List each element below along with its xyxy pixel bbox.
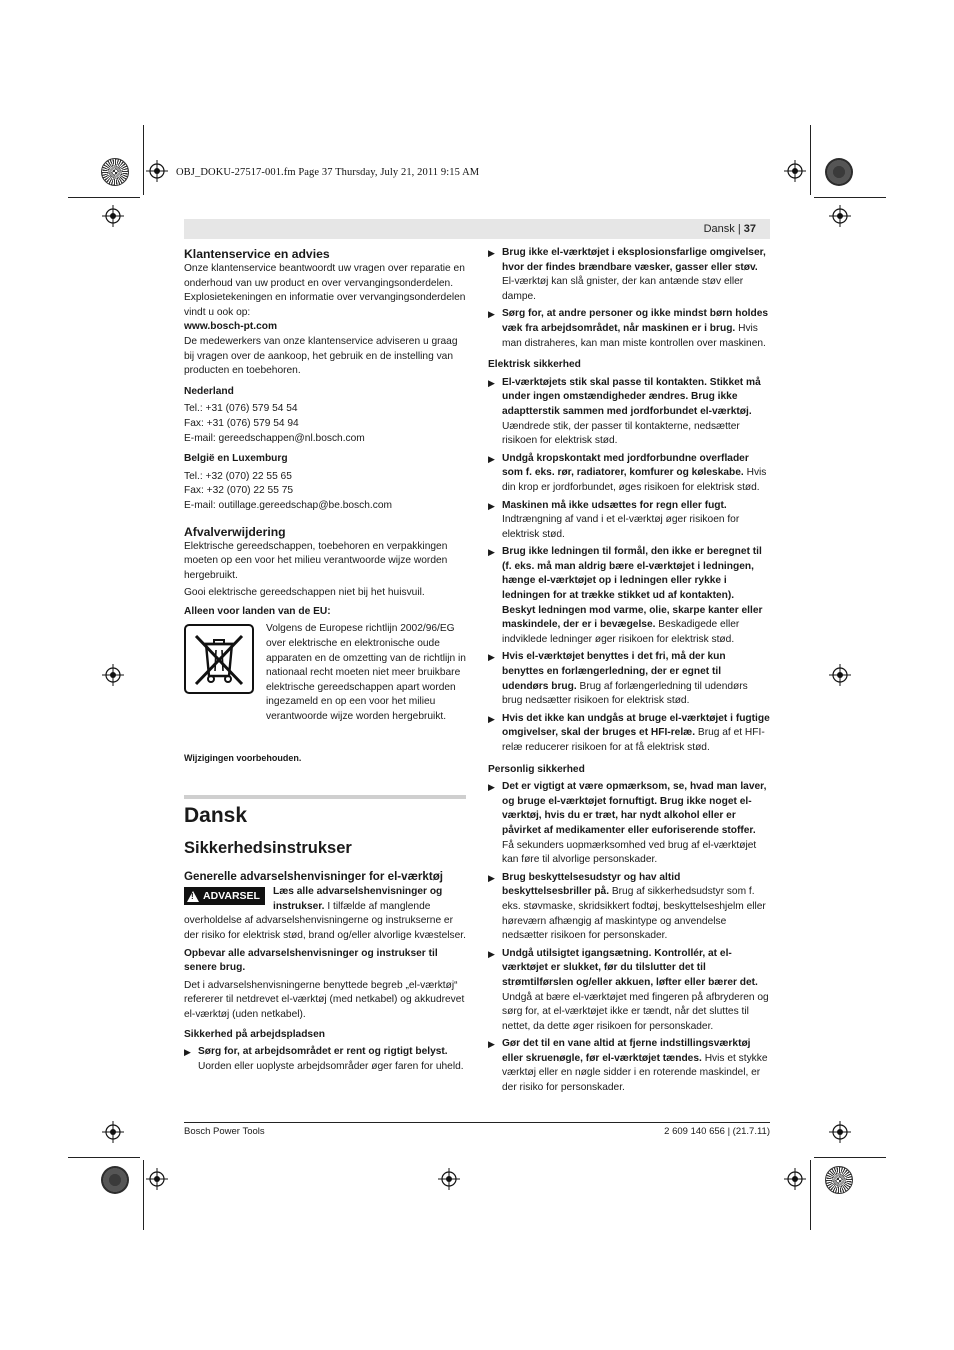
country-heading: België en Luxemburg xyxy=(184,453,288,465)
triangle-right-icon: ▶ xyxy=(488,782,495,793)
footer-doc-number: 2 609 140 656 | (21.7.11) xyxy=(664,1126,770,1137)
color-calibration-disk xyxy=(101,1166,129,1194)
bullet-text: Beskadigede eller indviklede ledninger øger risikoen for elektrisk stød. xyxy=(502,619,740,645)
registration-mark-icon xyxy=(102,205,124,227)
language-heading: Dansk xyxy=(184,804,248,828)
bullet-text: Brug af sikkerhedsudstyr som f. eks. støvmaske, skridsikkert fodtøj, beskyttelseshjelm eller høreværn afhængig af maskintype og anvendelse nedsætter risikoen for personskader. xyxy=(502,886,766,942)
triangle-right-icon: ▶ xyxy=(488,652,495,663)
bullet-item xyxy=(488,780,770,868)
fax-number: Fax: +32 (070) 22 55 75 xyxy=(184,485,294,497)
bullet-bold-text: Gør det til en vane altid at fjerne indstillingsværktøj eller skruenøgle, før el-værktøjet tændes. xyxy=(502,1038,751,1064)
section-heading: Klantenservice en advies xyxy=(184,247,330,261)
registration-mark-icon xyxy=(102,1121,124,1143)
bullet-text: Hvis man distraheres, kan man miste kontrollen over maskinen. xyxy=(502,322,766,349)
bullet-item xyxy=(488,1037,770,1095)
warning-badge-label: ADVARSEL xyxy=(203,890,260,903)
bullet-bold-text: Hvis det ikke kan undgås at bruge el-værktøjet i fugtige omgivelser, skal der bruges et HFI-relæ. xyxy=(502,712,770,739)
bullet-item xyxy=(488,307,770,351)
triangle-right-icon: ▶ xyxy=(488,248,495,258)
fax-number: Fax: +31 (076) 579 54 94 xyxy=(184,417,299,429)
bullet-text: Indtrængning af vand i et el-værktøj øger risikoen for elektrisk stød. xyxy=(502,514,740,540)
triangle-right-icon: ▶ xyxy=(488,948,495,959)
triangle-right-icon: ▶ xyxy=(488,309,495,320)
weee-block xyxy=(184,622,466,724)
bullet-item xyxy=(488,376,770,449)
section-rule xyxy=(184,795,466,799)
bullet-text: Uorden eller uoplyste arbejdsområder øger faren for uheld. xyxy=(198,1060,464,1072)
subsection-heading: Elektrisk sikkerhed xyxy=(488,359,581,371)
bullet-item xyxy=(488,499,770,543)
keep-instructions-note: Opbevar alle advarselshenvisninger og instrukser til senere brug. xyxy=(184,947,438,974)
email-address: E-mail: outillage.gereedschap@be.bosch.com xyxy=(184,499,392,511)
header-language: Dansk xyxy=(703,223,735,235)
bullet-bold-text: Undgå utilsigtet igangsætning. Kontrollér, at el-værktøjet er slukket, før du tilslutter det til strømtilførslen og/eller akkuen, løfter eller bærer det. xyxy=(502,947,758,988)
reserve-note: Wijzigingen voorbehouden. xyxy=(184,752,302,763)
chapter-heading: Sikkerhedsinstrukser xyxy=(184,839,352,858)
registration-mark-icon xyxy=(102,664,124,686)
paragraph: Det i advarselshenvisningerne benyttede begreb „el-værktøj“ refererer til netdrevet el-værktøj (med netkabel) og akkudrevet el-værktøj (uden netkabel). xyxy=(184,979,465,1020)
bullet-bold-text: Sørg for, at arbejdsområdet er rent og rigtigt belyst. xyxy=(198,1046,448,1058)
color-calibration-disk xyxy=(825,1166,853,1194)
bullet-item xyxy=(488,712,770,756)
bullet-text: Brug af forlængerledning til udendørs brug nedsætter risikoen for elektrisk stød. xyxy=(502,680,748,707)
bullet-item xyxy=(488,650,770,708)
registration-mark-icon xyxy=(829,1121,851,1143)
crossed-out-wheelie-bin-icon xyxy=(186,626,252,692)
warning-badge xyxy=(184,887,265,905)
warning-triangle-icon xyxy=(187,891,199,902)
triangle-right-icon: ▶ xyxy=(184,1047,191,1058)
email-address: E-mail: gereedschappen@nl.bosch.com xyxy=(184,432,365,444)
bullet-bold-text: Brug ikke ledningen til formål, den ikke er beregnet til (f. eks. må man aldrig bære el-værktøjet i ledningen, hænge el-værktøjet op i ledningen eller rykke i ledningen for at trække stikket ud af kontakten). Beskyt ledningen mod varme, olie, skarpe kanter eller maskindele, der er i bevægelse. xyxy=(502,546,763,631)
warning-bold-text: Læs alle advarselshenvisninger og instrukser. xyxy=(272,886,443,912)
registration-mark-icon xyxy=(146,160,168,182)
paragraph: Gooi elektrische gereedschappen niet bij het huisvuil. xyxy=(184,587,425,599)
right-column xyxy=(488,246,770,1099)
registration-mark-icon xyxy=(146,1168,168,1190)
bullet-text: Få sekunders uopmærksomhed ved brug af el-værktøjet kan føre til alvorlige personskader. xyxy=(502,839,757,866)
weee-text: Volgens de Europese richtlijn 2002/96/EG over elektrische en elektronische oude apparaten en de omzetting van de richtlijn in nationaal recht moeten niet meer bruikbare elektrische gereedschappen apart worden ingezameld en op een voor het milieu verantwoorde wijze worden hergebruikt. xyxy=(266,623,466,723)
bullet-bold-text: Det er vigtigt at være opmærksom, se, hvad man laver, og bruge el-værktøjet fornuftigt. Brug ikke noget el-værktøj, hvis du er træt, har nydt alkohol eller er påvirket af medikamenter eller euforiserende stoffer. xyxy=(502,781,767,836)
bullet-bold-text: Undgå kropskontakt med jordforbundne overflader som f. eks. rør, radiatorer, komfurer og køleskabe. xyxy=(502,452,749,479)
country-heading: Nederland xyxy=(184,385,234,397)
color-calibration-disk xyxy=(825,158,853,186)
triangle-right-icon: ▶ xyxy=(488,713,495,724)
subsection-heading: Sikkerhed på arbejdspladsen xyxy=(184,1028,325,1040)
bullet-text: El-værktøj kan slå gnister, der kan antænde støv eller dampe. xyxy=(502,276,744,302)
phone-number: Tel.: +32 (070) 22 55 65 xyxy=(184,470,292,482)
triangle-right-icon: ▶ xyxy=(488,453,495,464)
section-heading: Generelle advarselshenvisninger for el-værktøj xyxy=(184,870,444,884)
bullet-item xyxy=(488,545,770,647)
website-url[interactable]: www.bosch-pt.com xyxy=(184,321,278,333)
bullet-text: Uændrede stik, der passer til kontakterne, nedsætter risikoen for elektrisk stød. xyxy=(502,420,740,447)
footer-brand: Bosch Power Tools xyxy=(184,1126,265,1137)
header-separator: | xyxy=(737,223,741,235)
color-calibration-disk xyxy=(101,158,129,186)
registration-mark-icon xyxy=(829,205,851,227)
page-number: 37 xyxy=(743,223,756,235)
bullet-text: Hvis din krop er jordforbundet, øges risikoen for elektrisk stød. xyxy=(502,467,767,493)
registration-mark-icon xyxy=(829,664,851,686)
triangle-right-icon: ▶ xyxy=(488,1039,495,1050)
header-text xyxy=(704,223,756,235)
registration-mark-icon xyxy=(784,1168,806,1190)
footer-rule xyxy=(184,1122,770,1123)
phone-number: Tel.: +31 (076) 579 54 54 xyxy=(184,403,298,415)
print-slug: OBJ_DOKU-27517-001.fm Page 37 Thursday, July 21, 2011 9:15 AM xyxy=(176,167,480,178)
bullet-item xyxy=(488,452,770,496)
warning-text: I tilfælde af manglende overholdelse af advarselshenvisningerne og instrukserne er der risiko for elektrisk stød, brand og/eller alvorlige kvæstelser. xyxy=(184,900,466,941)
triangle-right-icon: ▶ xyxy=(488,500,495,511)
bullet-bold-text: El-værktøjets stik skal passe til kontakten. Stikket må under ingen omstændigheder ændres. Brug ikke adaptterstik sammen med jordforbundet el-værktøj. xyxy=(502,376,761,417)
weee-symbol xyxy=(184,624,254,694)
bullet-item xyxy=(488,947,770,1035)
triangle-right-icon: ▶ xyxy=(488,872,495,883)
running-header xyxy=(184,219,770,239)
registration-mark-icon xyxy=(438,1168,460,1190)
subsection-heading: Personlig sikkerhed xyxy=(488,763,585,775)
paragraph: Onze klantenservice beantwoordt uw vragen over reparatie en onderhoud van uw product en over vervangingsonderdelen. Explosietekeningen en informatie over vervangingsonderdelen vindt u ook op: xyxy=(184,263,466,318)
bullet-item xyxy=(184,1045,466,1074)
triangle-right-icon: ▶ xyxy=(488,377,495,388)
registration-mark-icon xyxy=(784,160,806,182)
paragraph: Elektrische gereedschappen, toebehoren en verpakkingen moeten op een voor het milieu verantwoorde wijze worden hergebruikt. xyxy=(184,540,448,581)
bullet-text: Undgå at bære el-værktøjet med fingeren på afbryderen og sørg for, at el-værktøjet ikke er tændt, når det sluttes til nettet, da dette øger risikoen for personskader. xyxy=(502,991,769,1032)
eu-heading: Alleen voor landen van de EU: xyxy=(184,605,331,617)
bullet-text: Brug af et HFI-relæ reducerer risikoen for at få elektrisk stød. xyxy=(502,727,765,753)
bullet-bold-text: Sørg for, at andre personer og ikke mindst børn holdes væk fra arbejdsområdet, når maskinen er i brug. xyxy=(502,308,769,334)
bullet-text: Hvis et stykke værktøj eller en nøgle sidder i en roterende maskindel, er der risiko for personskader. xyxy=(502,1052,768,1094)
warning-block xyxy=(184,885,466,943)
section-heading: Afvalverwijdering xyxy=(184,524,286,539)
bullet-bold-text: Hvis el-værktøjet benyttes i det fri, må der kun benyttes en forlængerledning, der er egnet til udendørs brug. xyxy=(502,651,726,692)
bullet-item xyxy=(488,246,770,304)
bullet-bold-text: Maskinen må ikke udsættes for regn eller fugt. xyxy=(502,499,727,511)
paragraph: De medewerkers van onze klantenservice adviseren u graag bij vragen over de aankoop, het gebruik en de instelling van producten en toebehoren. xyxy=(184,335,458,377)
bullet-bold-text: Brug ikke el-værktøjet i eksplosionsfarlige omgivelser, hvor der findes brændbare væsker, gasser eller støv. xyxy=(502,247,766,273)
triangle-right-icon: ▶ xyxy=(488,547,495,558)
left-column xyxy=(184,246,466,1077)
bullet-item xyxy=(488,871,770,944)
bullet-bold-text: Brug beskyttelsesudstyr og hav altid beskyttelsesbriller på. xyxy=(502,871,681,898)
